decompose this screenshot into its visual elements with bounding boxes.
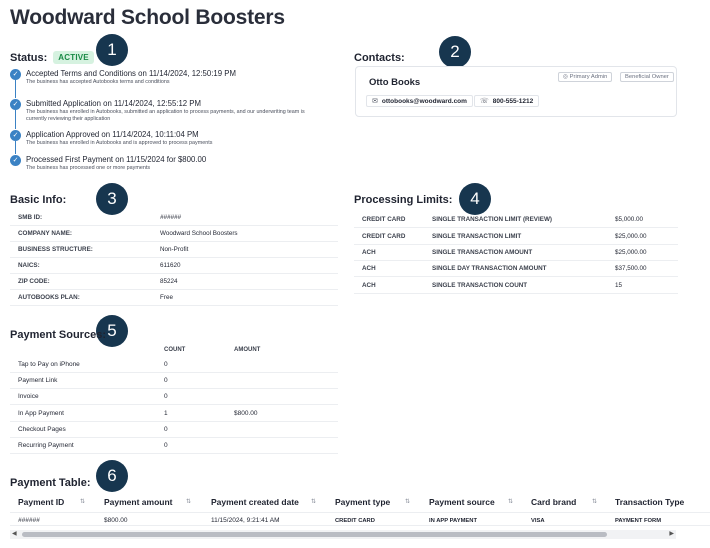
contacts-label: Contacts: (354, 52, 405, 64)
basic-info-table (10, 210, 338, 306)
info-value: Non-Profit (160, 246, 189, 253)
table-row (10, 438, 338, 454)
timeline-item (10, 154, 330, 184)
processing-limits-label: Processing Limits: (354, 194, 453, 206)
sort-icon[interactable]: ⇅ (80, 499, 86, 505)
horizontal-scrollbar[interactable] (10, 530, 676, 539)
table-row (354, 261, 678, 277)
source-name: Payment Link (18, 377, 58, 384)
table-row[interactable] (10, 512, 710, 526)
timeline-item (10, 98, 330, 129)
sort-icon[interactable]: ⇅ (405, 499, 411, 505)
timeline-desc: currently reviewing their application (26, 116, 111, 122)
source-name: Tap to Pay on iPhone (18, 361, 80, 368)
payment-table-label: Payment Table: (10, 477, 91, 489)
contact-email: ottobooks@woodward.com (381, 97, 467, 105)
sort-icon[interactable]: ⇅ (508, 499, 514, 505)
transaction-type: PAYMENT FORM (615, 518, 662, 524)
table-row (10, 290, 338, 306)
table-row (354, 211, 678, 228)
status-timeline (10, 68, 330, 184)
scrollbar-thumb[interactable] (22, 532, 607, 537)
payment-amount: $800.00 (104, 517, 128, 524)
info-key: BUSINESS STRUCTURE: (18, 246, 93, 253)
info-value: 611620 (160, 262, 181, 269)
user-icon: ◎ (563, 74, 570, 80)
check-icon: ✓ (10, 130, 21, 141)
info-key: NAICS: (18, 262, 40, 269)
timeline-title: Processed First Payment on 11/15/2024 for $800.00 (26, 155, 207, 164)
timeline-desc: The business has enrolled in Autobooks, submitted an application to process payments, and our underwriting team is (26, 109, 305, 115)
table-header (10, 491, 710, 511)
table-row (10, 258, 338, 274)
timeline-connector (15, 80, 16, 98)
limit-amount: $37,500.00 (615, 265, 647, 272)
table-row (10, 405, 338, 422)
payment-source: IN APP PAYMENT (429, 518, 477, 524)
status-row (10, 51, 94, 64)
column-header-payment-id[interactable]: Payment ID (18, 497, 65, 507)
payment-created-date: 11/15/2024, 9:21:41 AM (211, 517, 280, 524)
column-header-payment-source[interactable]: Payment source (429, 497, 495, 507)
contact-card (355, 66, 677, 117)
mail-icon: ✉ (372, 98, 378, 105)
sort-icon[interactable]: ⇅ (311, 499, 317, 505)
limit-amount: $25,000.00 (615, 232, 647, 240)
timeline-item (10, 129, 330, 154)
callout-badge-4: 4 (459, 183, 491, 215)
table-row (354, 245, 678, 261)
source-count: 1 (164, 409, 168, 417)
limit-amount: $25,000.00 (615, 249, 647, 256)
limit-method: CREDIT CARD (362, 215, 406, 223)
info-value: ###### (160, 214, 182, 221)
limit-amount: $5,000.00 (615, 215, 644, 223)
column-header-created-date[interactable]: Payment created date (211, 497, 299, 507)
source-name: Checkout Pages (18, 426, 66, 433)
check-icon: ✓ (10, 155, 21, 166)
callout-badge-6: 6 (96, 460, 128, 492)
payment-sources-label: Payment Sources: (10, 329, 106, 341)
scroll-right-icon[interactable]: ▶ (669, 531, 674, 537)
limit-name: SINGLE TRANSACTION LIMIT (REVIEW) (432, 215, 552, 223)
info-key: COMPANY NAME: (18, 230, 72, 237)
table-row (354, 228, 678, 245)
source-count: 0 (164, 361, 168, 368)
primary-admin-label: Primary Admin (569, 74, 608, 80)
column-header-payment-type[interactable]: Payment type (335, 497, 391, 507)
count-header: COUNT (164, 347, 186, 353)
timeline-connector (15, 110, 16, 129)
payment-type: CREDIT CARD (335, 518, 375, 524)
table-header (10, 347, 338, 357)
source-name: Recurring Payment (18, 442, 74, 449)
phone-chip[interactable] (474, 95, 539, 107)
table-row (10, 357, 338, 373)
limit-method: CREDIT CARD (362, 232, 406, 240)
callout-badge-1: 1 (96, 34, 128, 66)
info-key: SMB ID: (18, 214, 43, 221)
payment-sources-table (10, 347, 338, 454)
source-name: Invoice (18, 393, 39, 400)
limit-method: ACH (362, 281, 376, 289)
basic-info-label: Basic Info: (10, 194, 67, 206)
info-value: Free (160, 294, 173, 301)
limit-name: SINGLE TRANSACTION LIMIT (432, 232, 522, 240)
column-header-transaction-type[interactable]: Transaction Type (615, 497, 685, 507)
source-count: 0 (164, 393, 168, 400)
table-row (10, 210, 338, 226)
info-key: AUTOBOOKS PLAN: (18, 294, 80, 301)
scroll-left-icon[interactable]: ◀ (12, 531, 17, 537)
status-label: Status: (10, 51, 48, 64)
timeline-desc: The business has enrolled in Autobooks and is approved to process payments (26, 140, 213, 146)
info-key: ZIP CODE: (18, 278, 50, 285)
table-row (10, 274, 338, 290)
callout-badge-3: 3 (96, 183, 128, 215)
timeline-desc: The business has accepted Autobooks terms and conditions (26, 79, 170, 85)
source-header (10, 347, 164, 357)
callout-badge-5: 5 (96, 315, 128, 347)
amount-header: AMOUNT (234, 347, 261, 353)
card-brand: VISA (531, 518, 545, 524)
check-icon: ✓ (10, 99, 21, 110)
limit-name: SINGLE DAY TRANSACTION AMOUNT (432, 265, 547, 272)
source-name: In App Payment (18, 409, 64, 417)
table-row (10, 389, 338, 405)
limit-method: ACH (362, 249, 376, 256)
column-header-payment-amount[interactable]: Payment amount (104, 497, 173, 507)
payment-id: ###### (18, 517, 40, 524)
contact-phone: 800-555-1212 (492, 97, 534, 105)
beneficial-owner-tag: Beneficial Owner (620, 72, 674, 82)
limit-name: SINGLE TRANSACTION AMOUNT (432, 249, 533, 256)
timeline-item (10, 68, 330, 98)
processing-limits-table (354, 211, 678, 294)
limit-name: SINGLE TRANSACTION COUNT (432, 281, 528, 289)
info-value: Woodward School Boosters (160, 230, 238, 237)
page-title: Woodward School Boosters (10, 6, 285, 29)
info-value: 85224 (160, 278, 178, 285)
check-icon: ✓ (10, 69, 21, 80)
sort-icon[interactable]: ⇅ (592, 499, 598, 505)
primary-admin-tag (558, 72, 612, 82)
contact-name: Otto Books (369, 77, 421, 88)
timeline-title: Application Approved on 11/14/2024, 10:11:04 PM (26, 130, 199, 139)
table-row (10, 373, 338, 389)
sort-icon[interactable]: ⇅ (186, 499, 192, 505)
source-count: 0 (164, 426, 168, 433)
source-count: 0 (164, 442, 168, 449)
callout-badge-2: 2 (439, 36, 471, 68)
column-header-card-brand[interactable]: Card brand (531, 497, 577, 507)
limit-method: ACH (362, 265, 376, 272)
table-row (10, 422, 338, 438)
timeline-desc: The business has processed one or more payments (26, 165, 151, 171)
source-count: 0 (164, 377, 168, 384)
phone-icon: ☏ (480, 98, 489, 105)
timeline-title: Accepted Terms and Conditions on 11/14/2024, 12:50:19 PM (26, 69, 236, 78)
timeline-connector (15, 141, 16, 154)
table-row (10, 226, 338, 242)
table-row (10, 242, 338, 258)
limit-amount: 15 (615, 281, 623, 289)
source-amount: $800.00 (234, 409, 258, 417)
timeline-title: Submitted Application on 11/14/2024, 12:55:12 PM (26, 99, 201, 108)
status-badge: ACTIVE (53, 51, 94, 64)
table-row (354, 277, 678, 294)
email-chip[interactable] (366, 95, 473, 107)
